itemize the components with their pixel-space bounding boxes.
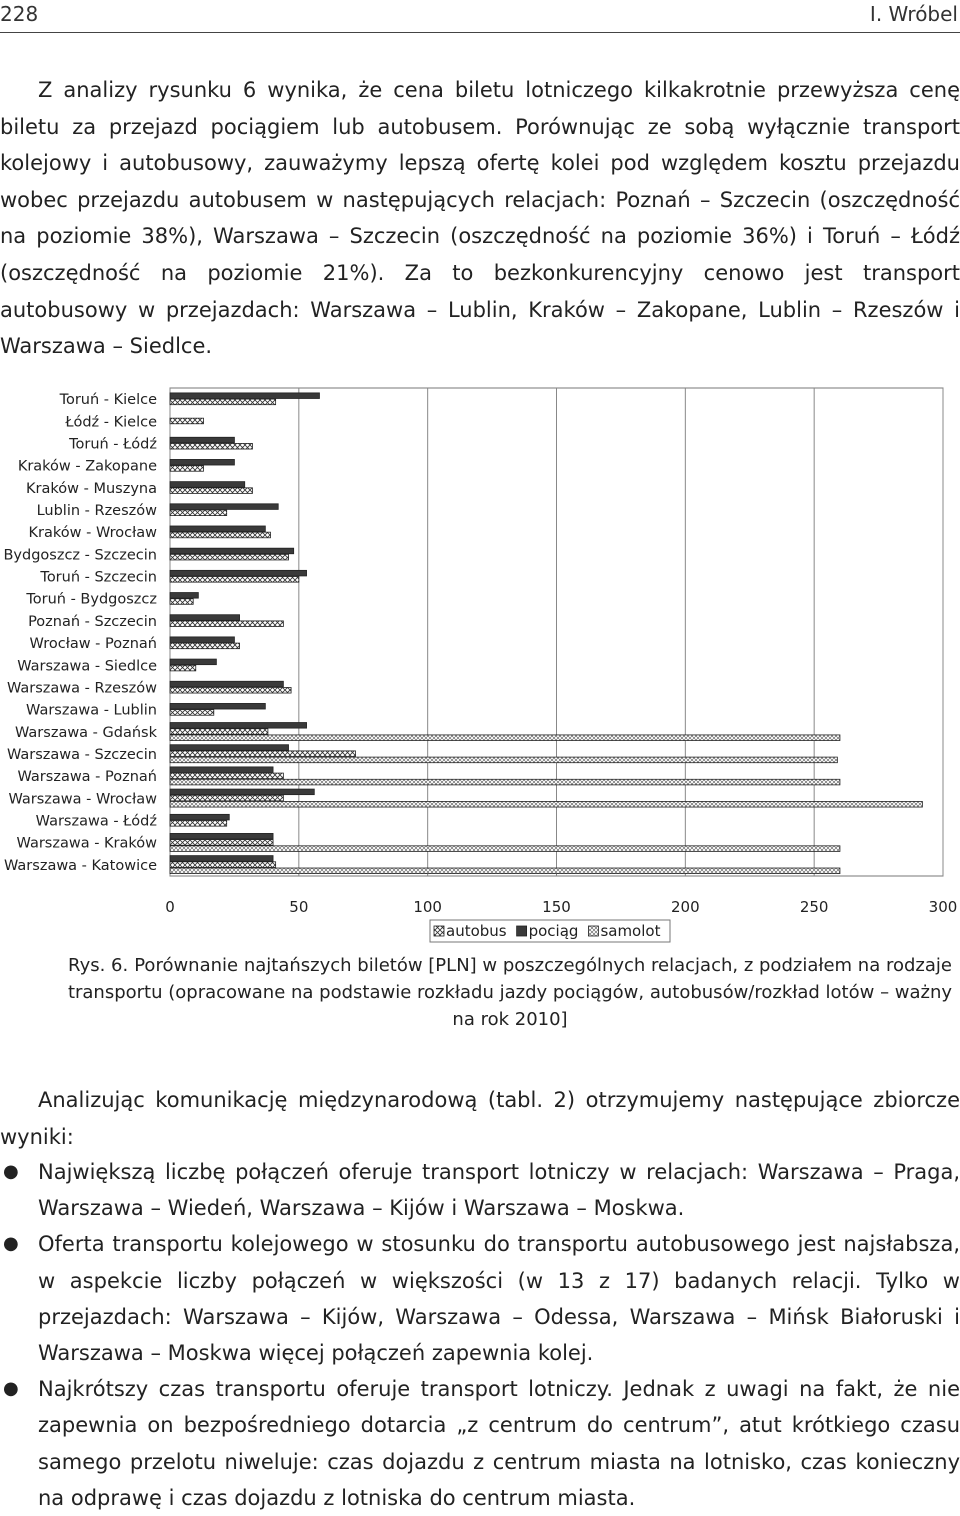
bar-pociag bbox=[170, 789, 314, 795]
bar-samolot bbox=[170, 868, 840, 874]
category-label: Warszawa - Lublin bbox=[26, 702, 157, 719]
bar-pociag bbox=[170, 723, 307, 729]
bar-samolot bbox=[170, 846, 840, 852]
page-number: 228 bbox=[0, 2, 39, 26]
paragraph-1-text: Z analizy rysunku 6 wynika, że cena biletu lotniczego kilkakrotnie przewyższa cenę biletu za przejazd pociągiem lub autobusem. Porównując ze sobą wyłącznie transport kolejowy i autobusowy, zauważymy lepszą ofertę kolei pod względem kosztu przejazdu wobec przejazdu autobusem w następujących relacjach: Poznań – Szczecin (oszczędność na poziomie 38%), Warszawa – Szczecin (oszczędność na poziomie 36%) i Toruń – Łódź (oszczędność na poziomie 21%). Za to bezkonkurencyjny cenowo jest transport autobusowy w przejazdach: Warszawa – Lublin, Kraków – Zakopane, Lublin – Rzeszów i Warszawa – Siedlce. bbox=[0, 78, 960, 359]
x-tick-label: 250 bbox=[799, 898, 829, 916]
x-tick-label: 50 bbox=[289, 898, 309, 916]
x-tick-label: 200 bbox=[671, 898, 700, 916]
bar-autobus bbox=[170, 599, 193, 605]
legend-swatch bbox=[434, 926, 444, 936]
bar-autobus bbox=[170, 621, 283, 627]
legend-label: autobus bbox=[446, 922, 507, 940]
bar-pociag bbox=[170, 482, 245, 488]
category-label: Kraków - Zakopane bbox=[17, 458, 157, 475]
bar-autobus bbox=[170, 466, 203, 472]
bar-autobus bbox=[170, 840, 273, 846]
bar-pociag bbox=[170, 459, 234, 465]
paragraph-2-text: Analizując komunikację międzynarodową (tabl. 2) otrzymujemy następujące zbiorcze wyniki: bbox=[0, 1088, 960, 1149]
bar-autobus bbox=[170, 577, 299, 583]
bar-samolot bbox=[170, 757, 837, 763]
list-item-text: Największą liczbę połączeń oferuje transport lotniczy w relacjach: Warszawa – Praga, Warszawa – Wiedeń, Warszawa – Kijów i Warszawa – Moskwa. bbox=[38, 1160, 960, 1221]
category-label: Warszawa - Gdańsk bbox=[15, 724, 157, 741]
bar-chart-svg bbox=[0, 380, 960, 960]
bar-pociag bbox=[170, 504, 278, 510]
bar-pociag bbox=[170, 703, 265, 709]
list-item bbox=[0, 1226, 960, 1371]
bullet-icon: ● bbox=[3, 1378, 19, 1400]
legend-label: pociąg bbox=[528, 922, 579, 940]
category-label: Warszawa - Siedlce bbox=[17, 658, 157, 675]
x-tick-label: 150 bbox=[542, 898, 571, 916]
category-label: Kraków - Wrocław bbox=[28, 525, 157, 542]
bar-pociag bbox=[170, 659, 216, 665]
bar-autobus bbox=[170, 418, 203, 424]
caption-text: Porównanie najtańszych biletów [PLN] w poszczególnych relacjach, z podziałem na rodzaje transportu (opracowane na podstawie rozkładu jazdy pociągów, autobusów/rozkład lotów – ważny na rok 2010] bbox=[67, 955, 953, 1030]
bullet-icon: ● bbox=[3, 1233, 19, 1255]
x-tick-label: 100 bbox=[413, 898, 442, 916]
bar-autobus bbox=[170, 862, 276, 868]
legend-swatch bbox=[517, 926, 527, 936]
category-label: Warszawa - Wrocław bbox=[8, 791, 157, 808]
category-label: Warszawa - Poznań bbox=[17, 769, 157, 786]
bar-pociag bbox=[170, 593, 198, 599]
category-label: Warszawa - Kraków bbox=[16, 835, 157, 852]
list-item bbox=[0, 1154, 960, 1226]
bar-autobus bbox=[170, 443, 252, 449]
figure-caption bbox=[60, 952, 960, 1033]
list-item-text: Oferta transportu kolejowego w stosunku do transportu autobusowego jest najsłabsza, w aspekcie liczby połączeń w większości (w 13 z 17) badanych relacji. Tylko w przejazdach: Warszawa – Kijów, Warszawa – Odessa, Warszawa – Mińsk Białoruski i Warszawa – Moskwa więcej połączeń zapewnia kolej. bbox=[38, 1232, 960, 1366]
category-label: Poznań - Szczecin bbox=[28, 613, 157, 630]
bar-autobus bbox=[170, 710, 214, 716]
bar-autobus bbox=[170, 643, 240, 649]
chart-bars bbox=[170, 393, 922, 874]
bullet-icon: ● bbox=[3, 1161, 19, 1182]
bar-autobus bbox=[170, 554, 289, 560]
category-label: Lublin - Rzeszów bbox=[36, 503, 157, 519]
bar-pociag bbox=[170, 681, 283, 687]
bar-pociag bbox=[170, 745, 289, 751]
bar-autobus bbox=[170, 488, 252, 494]
bar-pociag bbox=[170, 814, 229, 820]
list-item bbox=[0, 1371, 960, 1516]
bar-pociag bbox=[170, 570, 307, 576]
bar-autobus bbox=[170, 665, 196, 671]
bar-autobus bbox=[170, 687, 291, 693]
category-label: Warszawa - Rzeszów bbox=[6, 680, 157, 697]
running-author: I. Wróbel bbox=[869, 2, 958, 26]
bar-pociag bbox=[170, 833, 273, 839]
bar-pociag bbox=[170, 437, 234, 443]
bar-autobus bbox=[170, 751, 356, 757]
x-tick-labels bbox=[165, 898, 957, 916]
bar-samolot bbox=[170, 735, 840, 741]
bar-autobus bbox=[170, 729, 268, 735]
bar-pociag bbox=[170, 767, 273, 773]
bar-autobus bbox=[170, 510, 227, 516]
bar-pociag bbox=[170, 615, 240, 621]
bar-autobus bbox=[170, 821, 227, 827]
category-label: Warszawa - Szczecin bbox=[6, 747, 157, 763]
bar-pociag bbox=[170, 548, 294, 554]
x-tick-label: 0 bbox=[165, 898, 175, 916]
category-labels bbox=[3, 392, 157, 874]
bar-pociag bbox=[170, 637, 234, 643]
category-label: Wrocław - Poznań bbox=[29, 636, 157, 653]
paragraph-1 bbox=[0, 72, 960, 365]
category-label: Warszawa - Łódź bbox=[35, 813, 157, 830]
bar-pociag bbox=[170, 526, 265, 532]
bar-autobus bbox=[170, 532, 270, 538]
category-label: Toruń - Bydgoszcz bbox=[26, 591, 157, 608]
bar-autobus bbox=[170, 795, 283, 801]
list-item-text: Najkrótszy czas transportu oferuje transport lotniczy. Jednak z uwagi na fakt, że nie zapewnia on bezpośredniego dotarcia „z centrum do centrum”, atut krótkiego czasu samego przelotu niweluje: czas dojazdu z centrum miasta na lotnisko, czas konieczny na odprawę i czas dojazdu z lotniska do centrum miasta. bbox=[38, 1377, 960, 1510]
bar-pociag bbox=[170, 856, 273, 862]
category-label: Warszawa - Katowice bbox=[4, 857, 157, 874]
category-label: Bydgoszcz - Szczecin bbox=[3, 547, 157, 564]
figure-6-chart bbox=[0, 380, 960, 960]
bar-samolot bbox=[170, 801, 922, 807]
x-tick-label: 300 bbox=[928, 898, 958, 916]
bar-pociag bbox=[170, 393, 319, 399]
category-label: Toruń - Szczecin bbox=[40, 569, 157, 586]
bullet-list bbox=[0, 1154, 960, 1516]
bar-autobus bbox=[170, 399, 276, 405]
chart-legend bbox=[430, 920, 670, 942]
paragraph-2 bbox=[0, 1082, 960, 1155]
legend-swatch bbox=[588, 926, 598, 936]
category-label: Łódź - Kielce bbox=[65, 414, 157, 431]
category-label: Toruń - Łódź bbox=[69, 436, 157, 453]
legend-label: samolot bbox=[600, 922, 661, 940]
caption-label: Rys. 6. bbox=[68, 955, 129, 976]
category-label: Kraków - Muszyna bbox=[26, 480, 157, 497]
bar-samolot bbox=[170, 779, 840, 785]
bar-autobus bbox=[170, 773, 283, 779]
category-label: Toruń - Kielce bbox=[59, 392, 157, 409]
running-header bbox=[0, 0, 960, 33]
